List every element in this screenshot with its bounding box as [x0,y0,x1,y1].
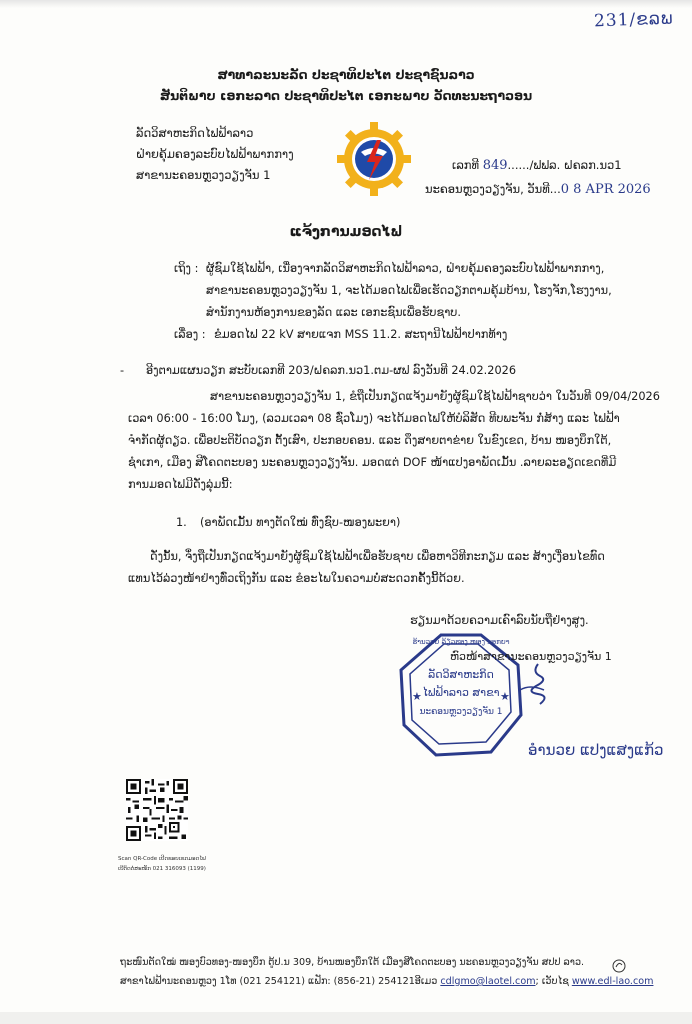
reference-suffix: ....../ຟຟລ. ຝຄລກ.ນວ1 [507,158,622,172]
body-p1-line-5: ການມອດໄຟມີດັ່ງລຸ່ມນີ້: [128,478,233,491]
document-date [425,182,651,197]
handwritten-signature [510,660,560,710]
footer-phone-fax: ສາຂາໄຟຟ້ານະຄອນຫຼວງ 1ໂທ (021 254121) ແຟັກ: (856-21) 254121ອີເມວ [120,976,438,987]
qr-caption-2: ເບີຕິດຕໍ່ສະໜັກ 021 316093 (1199) [118,866,206,872]
document-title: ແຈ້ງການມອດໄຟ [289,224,403,240]
list-item-text: (ອາພັດເມັ້ນ ທາງຕັດໃໝ່ ທົ່ງຊົບ-ໜອງພະຍາ) [200,516,401,529]
signatory-role: ຫົວໜ້າສາຂານະຄອນຫຼວງວຽງຈັນ 1 [450,650,612,663]
body-p1-line-3: ຈຳກັດຜູ້ດຽວ. ເພື່ອປະຕິບັດວຽກ ຕັ້ງເສົາ, ປະກອບຄອນ. ແລະ ດຶງສາຍຕາຂ່າຍ ໃນຂົງເຂດ, ບ້ານ ໜອງບຶກໃຕ້, [128,434,612,447]
qr-caption-1: Scan QR-Code ເປີດຂອບເຂດມອດໄຟ [118,856,206,862]
seal-ring-text: ຮ້ານວອຍ ລ້ຽວຮອງ ໜອງ ນອກຍາ [412,638,510,646]
signatory-name: ອຳນວຍ ແປງແສງແກ້ວ [528,741,664,759]
body-p1-line-4: ຊຳເກາ, ເມືອງ ສີໂຄດຕະບອງ ນະຄອນຫຼວງວຽງຈັນ. ມອດແຕ່ DOF ໜ້າແປງອາພັດເມັ້ນ .ລາຍລະອຽດເຂດທີ່ມີ [128,456,617,469]
qr-code[interactable] [126,779,188,841]
subject-label: ເລື່ອງ : [174,328,206,341]
seal-text-1: ລັດວິສາຫະກິດ [428,668,494,681]
seal-text-2: ໄຟຟ້າລາວ ສາຂາ [422,686,500,699]
footer-contact [120,976,653,987]
reference-line: ອີງຕາມແຜນວຽກ ສະບັບເລກທີ 203/ຝຄລກ.ນວ1.ຕມ-ຜຟ ລົງວັນທີ 24.02.2026 [146,364,517,377]
document-mark-icon [612,959,626,973]
nation-line-2: ສັນຕິພາບ ເອກະລາດ ປະຊາທິປະໄຕ ເອກະພາບ ວັດທະນະຖາວອນ [159,88,533,103]
footer-email-link[interactable]: cdlgmo@laotel.com [440,976,536,987]
closing-line: ຮຽນມາດ້ວຍຄວາມເຄົາລົບນັບຖືຢ່າງສູງ. [410,614,589,627]
scan-top-edge [0,0,692,8]
subject-text: ຂໍມອດໄຟ 22 kV ສາຍແຈກ MSS 11.2. ສະຖານີໄຟຟ້າປາກທ້າງ [214,328,508,341]
reference-number: 849 [482,158,508,173]
edl-logo [333,118,415,200]
body-p1-line-2: ເວລາ 06:00 - 16:00 ໂມງ, (ລວມເວລາ 08 ຊົ່ວໂມງ) ຈະໄດ້ມອດໄຟໃຫ້ບໍລິສັດ ທີບພະຈັນ ກໍ່ສ້າງ ແລະ ໄຟຟ້າ [128,412,620,425]
date-stamp: 0 8 APR 2026 [560,182,651,197]
seal-text-3: ນະຄອນຫຼວງວຽງຈັນ 1 [419,707,503,717]
scan-bottom-edge [0,1012,692,1024]
body-p1-line-1: ສາຂານະຄອນຫຼວງວຽງຈັນ 1, ຂໍຖືເປັນກຽດແຈ້ງມາຍັງຜູ້ຊົມໃຊ້ໄຟຟ້າຊາບວ່າ ໃນວັນທີ 09/04/2026 [210,390,660,403]
nation-line-1: ສາທາລະນະລັດ ປະຊາທິປະໄຕ ປະຊາຊົນລາວ [217,67,475,82]
footer-website-label: ; ເວັບໄຊ [535,976,569,987]
date-prefix: ນະຄອນຫຼວງວຽງຈັນ, ວັນທີ... [425,182,561,196]
org-name: ລັດວິສາຫະກິດໄຟຟ້າລາວ [136,126,254,140]
footer-address: ຖະໜົນຕັດໃໝ່ ໜອງບົວທອງ-ໜອງບຶກ ຕູ້ປ.ນ 309, ບ້ານໜອງບຶກໃຕ້ ເມືອງສີໂຄດຕະບອງ ນະຄອນຫຼວງວຽງຈັນ ສປປ ລາວ. [120,957,585,968]
to-line-1: ຜູ້ຊົມໃຊ້ໄຟຟ້າ, ເນື່ອງຈາກລັດວິສາຫະກິດໄຟຟ້າລາວ, ຝ່າຍຄຸ້ມຄອງລະບົບໄຟຟ້າພາກກາງ, [206,262,605,275]
list-item-number: 1. [176,516,187,529]
org-division: ຝ່າຍຄຸ້ມຄອງລະບົບໄຟຟ້າພາກກາງ [136,147,294,161]
footer-website-link[interactable]: www.edl-lao.com [571,976,654,987]
to-line-3: ສຳນັກງານຫ້ອງການຂອງລັດ ແລະ ເອກະຊົນເພື່ອຮັບຊາບ. [206,306,461,319]
svg-text:★: ★ [412,690,422,703]
handwritten-number: 231/ຂລພ [594,8,675,32]
to-line-2: ສາຂານະຄອນຫຼວງວຽງຈັນ 1, ຈະໄດ້ມອດໄຟເພື່ອເຮັດວຽກຕາມຄຸ້ມບ້ານ, ໂຮງຈັກ,ໂຮງງານ, [206,284,612,297]
reference-prefix: ເລກທີ [452,158,480,172]
org-branch: ສາຂານະຄອນຫຼວງວຽງຈັນ 1 [136,168,271,182]
document-reference [452,158,622,173]
reference-bullet: - [120,364,125,377]
body-p2-line-1: ດັ່ງນັ້ນ, ຈຶ່ງຖືເປັນກຽດແຈ້ງມາຍັງຜູ້ຊົມໃຊ້ໄຟຟ້າເພື່ອຮັບຊາບ ເພື່ອຫາວິທີກະກຽມ ແລະ ສ້າງເງື່ອນໄຂທົດ [150,550,605,563]
to-label: ເຖິງ : [174,262,199,275]
body-p2-line-2: ແທນໄວ້ລ່ວງໜ້າຢ່າງທົ່ວເຖິງກັນ ແລະ ຂໍອະໄພໃນຄວາມບໍ່ສະດວກຄັ້ງນີ້ດ້ວຍ. [128,572,465,585]
svg-text:★: ★ [500,690,510,703]
